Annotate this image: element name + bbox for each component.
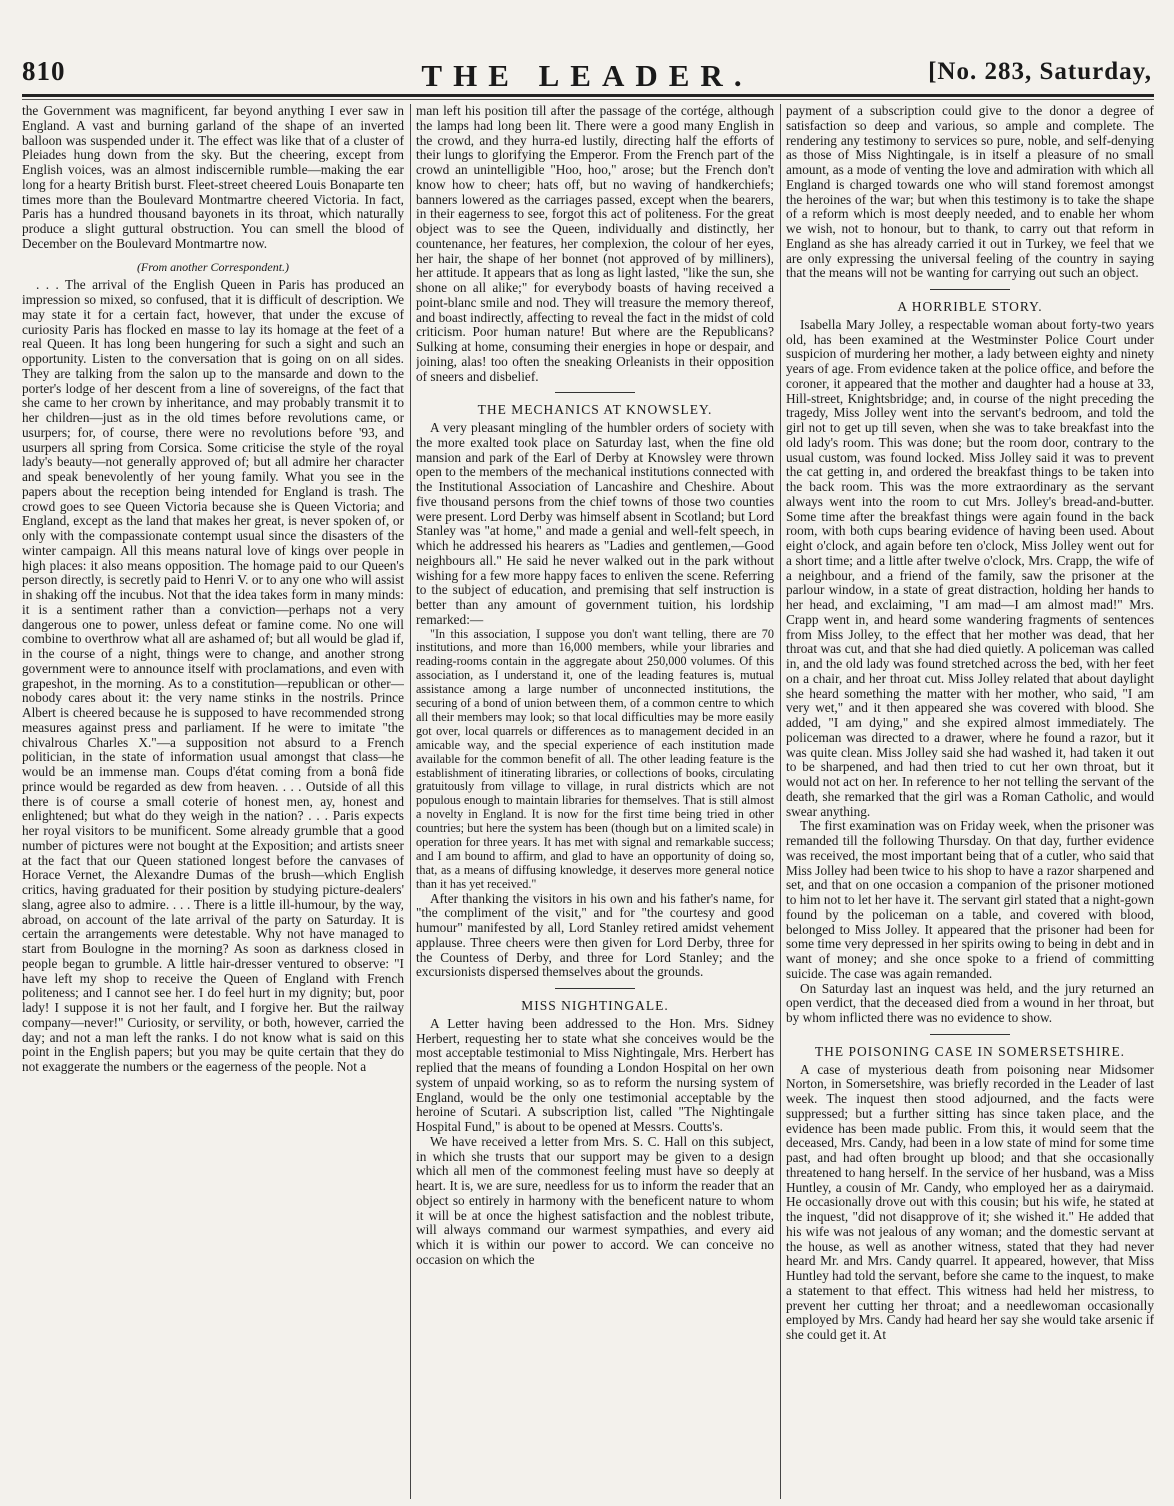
paragraph: We have received a letter from Mrs. S. C. Hall on this subject, in which she trusts that our support may be given to a design which all men of the commonest feeling must have so deeply at heart. It is, we are sure, needless for us to inform the reader that an object so entirely in harmony with the beneficent nature to whom it will be at once the highest satisfaction and the noblest tribute, will always command our warmest sympathies, and every aid which it is within our power to accord. We can conceive no occasion on which the	[416, 1133, 774, 1267]
column-3	[786, 104, 1154, 1502]
paragraph: . . . The arrival of the English Queen in Paris has produced an impression so mixed, so confused, that it is difficult of description. We may state it for a certain fact, however, that under the excuse of curiosity Paris has flocked en masse to lay its homage at the feet of a real Queen. It has long been hungering for such a sight and such an opportunity. Listen to the conversation that is going on on all sides. They are talking from the salon up to the mansarde and down to the porter's lodge of her descent from a line of sovereigns, of the fact that she came to her crown by inheritance, and may probably transmit it to her children—just as in the old times before revolutions came, or usurpers; for, of course, there were no revolutions before '93, and usurpers all spring from Corsica. Some criticise the style of the royal lady's beauty—not generally approved of; but all admire her character and speak benevolently of her young family. What you see in the papers about the reception being intended for England is trash. The crowd goes to see Queen Victoria because she is Queen Victoria; and England, except as the land that makes her great, is never spoken of, or only with the compassionate contempt usual since the disasters of the winter campaign. All this means natural love of kings over people in high places: it also means opposition. The homage paid to our Queen's person directly, is secretly paid to Henri V. or to any one who will assist in shaking off the incubus. Not that the idea takes form in many minds: it is a sentiment rather than a conviction—perhaps not a very dangerous one to power, unless defeat or famine come. No one will combine to overthrow what all are ashamed of; but all would be glad if, in the course of a night, things were to change, and another strong government were to announce itself with proclamations, and even with grapeshot, in the morning. As to a constitution—republican or other—nobody cares about it: the very name stinks in the nostrils. Prince Albert is cheered because he is supposed to have recommended strong measures against press and parliament. If he were to imitate "the chivalrous Charles X."—a supposition not absurd to a French politician, in the state of information usual amongst that class—he would be an immense man. Coups d'état coming from a bonâ fide prince would be regarded as dew from heaven. . . . Outside of all this there is of course a small coterie of honest men, ay, honest and enlightened; but what do they weigh in the nation? . . . Paris expects her royal visitors to be munificent. Some already grumble that a good number of pictures were not bought at the Exposition; and artists sneer at the fact that our Queen stationed longest before the canvases of Horace Vernet, the Alexandre Dumas of the brush—which English critics, having graduated for their position by studying picture-dealers' slang, agree also to admire. . . . There is a little ill-humour, by the way, abroad, on account of the late arrival of the party on Saturday. It is certain the arrangements were detestable. Why not have managed to start from Boulogne in the morning? As soon as darkness closed in people began to grumble. A little hair-dresser ventured to observe: "I have left my shop to receive the Queen of England with French politeness; and I cannot see her. I do feel hurt in my dignity; but, poor lady! I suppose it is not her fault, and I forgive her. But the railway company—never!" Curiosity, or servility, or both, however, carried the day; and not a man left the ranks. I do not know what is said on this point in the English papers; but you may be quite certain that they do not exaggerate the numbers or the eagerness of the people. Not a	[22, 277, 404, 1074]
article-heading: A HORRIBLE STORY.	[897, 299, 1043, 314]
article-heading: THE POISONING CASE IN SOMERSETSHIRE.	[814, 1043, 1126, 1059]
column-1	[22, 104, 404, 1502]
paragraph: payment of a subscription could give to the donor a degree of satisfaction so deep and various, so ample and complete. The rendering any testimony to services so pure, noble, and self-denying as those of Miss Nightingale, is in itself a pleasure of no small amount, as a mode of venting the love and admiration with which all England is charged towards one who will stand foremost amongst the heroines of the war; but when this testimony is to take the shape of a reform which is most deeply needed, and to enable her whom we wish, not to honour, but to thank, to carry out that reform in England as she has already carried it out in Turkey, we feel that we are only expressing the universal feeling of the country in saying that the means will not be wanting for carrying out such an object.	[786, 104, 1154, 281]
paragraph: After thanking the visitors in his own and his father's name, for "the compliment of the visit," and for "the courtesy and good humour" manifested by all, Lord Stanley retired amidst vehement applause. Three cheers were then given for Lord Derby, three for the Countess of Derby, and three for Lord Stanley; and the excursionists dispersed themselves about the grounds.	[416, 890, 774, 980]
column-2	[416, 104, 774, 1502]
article-heading: MISS NIGHTINGALE.	[521, 998, 669, 1014]
section-rule	[555, 392, 635, 393]
paragraph: A very pleasant mingling of the humbler orders of society with the more exalted took place on Saturday last, when the fine old mansion and park of the Earl of Derby at Knowsley were thrown open to the members of the mechanical institutions connected with the Institutional Association of Lancashire and Cheshire. About five thousand persons from the chief towns of those two counties were present. Lord Derby was himself absent in Scotland; but Lord Stanley was "at home," and made a genial and well-felt speech, in which he addressed his hearers as "Ladies and gentlemen,—Good neighbours all." He said he never walked out in the park without wishing for a few more happy faces to enliven the scene. Referring to the subject of education, and premising that self instruction is better than any amount of government tuition, his lordship remarked:—	[416, 420, 774, 627]
byline: (From another Correspondent.)	[136, 259, 290, 274]
paragraph: On Saturday last an inquest was held, and the jury returned an open verdict, that the deceased died from a wound in her throat, but by whom inflicted there was no evidence to show.	[786, 980, 1154, 1025]
article-heading: THE MECHANICS AT KNOWSLEY.	[477, 402, 713, 418]
section-rule	[930, 1034, 1010, 1035]
paragraph: A Letter having been addressed to the Hon. Mrs. Sidney Herbert, requesting her to state what she conceives would be the most acceptable testimonial to Miss Nightingale, Mrs. Herbert has replied that the means of founding a London Hospital on her own system of unpaid working, so as to reform the nursing system of England, would be the only one testimonial acceptable by the heroine of Scutari. A subscription list, called "The Nightingale Hospital Fund," is about to be opened at Messrs. Coutts's.	[416, 1015, 774, 1135]
issue-number: [No. 283, Saturday,	[928, 58, 1152, 85]
paragraph: the Government was magnificent, far beyond anything I ever saw in England. A vast and burning garland of the shape of an inverted balloon was suspended under it. The effect was like that of a cluster of Pleiades hung down from the sky. But the cheering, except from English voices, was an almost indiscernible rumble—making the ear long for a hearty British burst. Fleet-street cheered Louis Bonaparte ten times more than the Boulevard Montmartre cheered Victoria. In fact, Paris has a hundred thousand bayonets in its throat, which naturally produce a slight guttural obstruction. You can smell the blood of December on the Boulevard Montmartre now.	[22, 104, 404, 251]
column-divider	[410, 104, 411, 1499]
paragraph: Isabella Mary Jolley, a respectable woman about forty-two years old, has been examined at the Westminster Police Court under suspicion of murdering her mother, a lady between eighty and ninety years of age. From evidence taken at the police office, and before the coroner, it appeared that the mother and daughter had a house at 33, Hill-street, Knightsbridge; and, in course of the night preceding the tragedy, Miss Jolley went into the servant's bedroom, and told the girl not to get up till seven, when she was to take breakfast into the old lady's room. This was done; but the room door, contrary to the usual custom, was found locked. Miss Jolley said it was to prevent the cat getting in, and ordered the breakfast things to be taken into the back room. This was the more extraordinary as the servant always went into the room to cut Mrs. Jolley's bread-and-butter. Some time after the breakfast things were again found in the back room, with both cups bearing evidence of having been used. About eight o'clock, and again before ten o'clock, Miss Jolley went out for a short time; and a little after twelve o'clock, Mrs. Crapp, the wife of a neighbour, and a friend of the family, saw the prisoner at the parlour window, in a state of great distraction, holding her hands to her head, and exclaiming, "I am mad—I am almost mad!" Mrs. Crapp went in, and heard some wandering fragments of sentences from Miss Jolley, to the effect that her mother was dead, that her throat was cut, and that she had died quietly. A policeman was called in, and the old lady was found stretched across the bed, with her feet on a chair, and her throat cut. Miss Jolley related that about daylight she heard something the matter with her mother, who said, "I am very wet," and it then appeared she was covered with blood. She added, "I am dying," and she expired almost immediately. The policeman was directed to a drawer, where he found a razor, but it was quite clean. Miss Jolley said she had washed it, had taken it out to be sharpened, and had then tried to cut her own throat, but it would not act on her. In reference to her not telling the servant of the death, she remarked that the girl was a Roman Catholic, and would swear anything.	[786, 316, 1154, 819]
paragraph: man left his position till after the passage of the cortége, although the lamps had long been lit. There were a good many English in the crowd, and they hurra-ed lustily, directing half the efforts of their lungs to glorifying the Emperor. From the French part of the crowd an unintelligible "Hoo, hoo," arose; but the French don't know how to cheer; hats off, but no waving of handkerchiefs; banners lowered as the carriages passed, except when the bearers, in their eagerness to see, forgot this act of politeness. For the great object was to see the Queen, individually and distinctly, her countenance, her features, her complexion, the colour of her eyes, her hair, the shape of her bonnet (not approved of by milliners), her attitude. It appears that as long as light lasted, "like the sun, she shone on all alike;" for everybody boasts of having received a point-blanc smile and nod. They will treasure the memory thereof, and boast indirectly, affecting to reveal the fact in the midst of cold criticism. Poor human nature! But where are the Republicans? Sulking at home, consuming their energies in hope or despair, and joining, alas! too often the sneaking Orleanists in their opposition of sneers and disbelief.	[416, 104, 774, 384]
section-rule	[555, 988, 635, 989]
paragraph: A case of mysterious death from poisoning near Midsomer Norton, in Somersetshire, was briefly recorded in the Leader of last week. The inquest then stood adjourned, and the facts were suppressed; but a further sitting has since taken place, and the evidence has been made public. From this, it would seem that the deceased, Mrs. Candy, had been in a low state of mind for some time past, and had often brought up blood; and that she occasionally threatened to hang herself. In the service of her husband, was a Miss Huntley, a cousin of Mr. Candy, who employed her as a dairymaid. He occasionally drove out with this cousin; but his wife, he stated at the inquest, "did not disapprove of it; she wished it." He added that his wife was not jealous of any woman; and the domestic servant at the house, as well as another witness, stated that they had never heard Mr. and Mrs. Candy quarrel. It appeared, however, that Miss Huntley had told the servant, before she came to the inquest, to make a statement to that effect. This witness had held her mistress, to prevent her cutting her throat; and a needlewoman occasionally employed by Mrs. Candy had heard her say she would take arsenic if she could get it. At	[786, 1061, 1154, 1342]
quotation: "In this association, I suppose you don't want telling, there are 70 institutions, and more than 16,000 members, while your libraries and reading-rooms contain in the aggregate about 250,000 volumes. Of this association, as I understand it, one of the leading features is, mutual assistance among a large number of unconnected institutions, the securing of a bond of union between them, of a common centre to which all their members may look; so that local difficulties may be more easily got over, local quarrels or differences as to management decided in an amicable way, and the special experience of each institution made available for the common benefit of all. The other leading feature is the establishment of itinerating libraries, or collections of books, circulating gratuitously from village to village, in rural districts which are not populous enough to maintain libraries for themselves. That is still almost a novelty in England. It is now for the first time being tried in other countries; but here the system has been (though but on a limited scale) in operation for three years. It has met with signal and remarkable success; and I am bound to affirm, and glad to have an opportunity of doing so, that, as a means of diffusing knowledge, it deserves more general notice than it has yet received."	[416, 626, 774, 891]
newspaper-title: THE LEADER.	[421, 58, 753, 93]
section-rule	[930, 289, 1010, 290]
masthead	[22, 30, 1152, 94]
header-rule-thick	[22, 94, 1154, 97]
paragraph: The first examination was on Friday week, when the prisoner was remanded till the following Thursday. On that day, further evidence was received, the most important being that of a cutler, who said that Miss Jolley had been twice to his shop to have a razor sharpened and set, and that on one occasion a companion of the prisoner motioned to him not to let her have it. The servant girl stated that a night-gown found by the policeman on a table, and covered with blood, belonged to Miss Jolley. It appeared that the prisoner had been for some time very depressed in her spirits owing to being in debt and in want of money; and she once spoke to a friend of committing suicide. The case was again remanded.	[786, 818, 1154, 981]
column-divider	[780, 104, 781, 1499]
header-rule-thin	[22, 99, 1154, 100]
page-number: 810	[22, 56, 66, 86]
